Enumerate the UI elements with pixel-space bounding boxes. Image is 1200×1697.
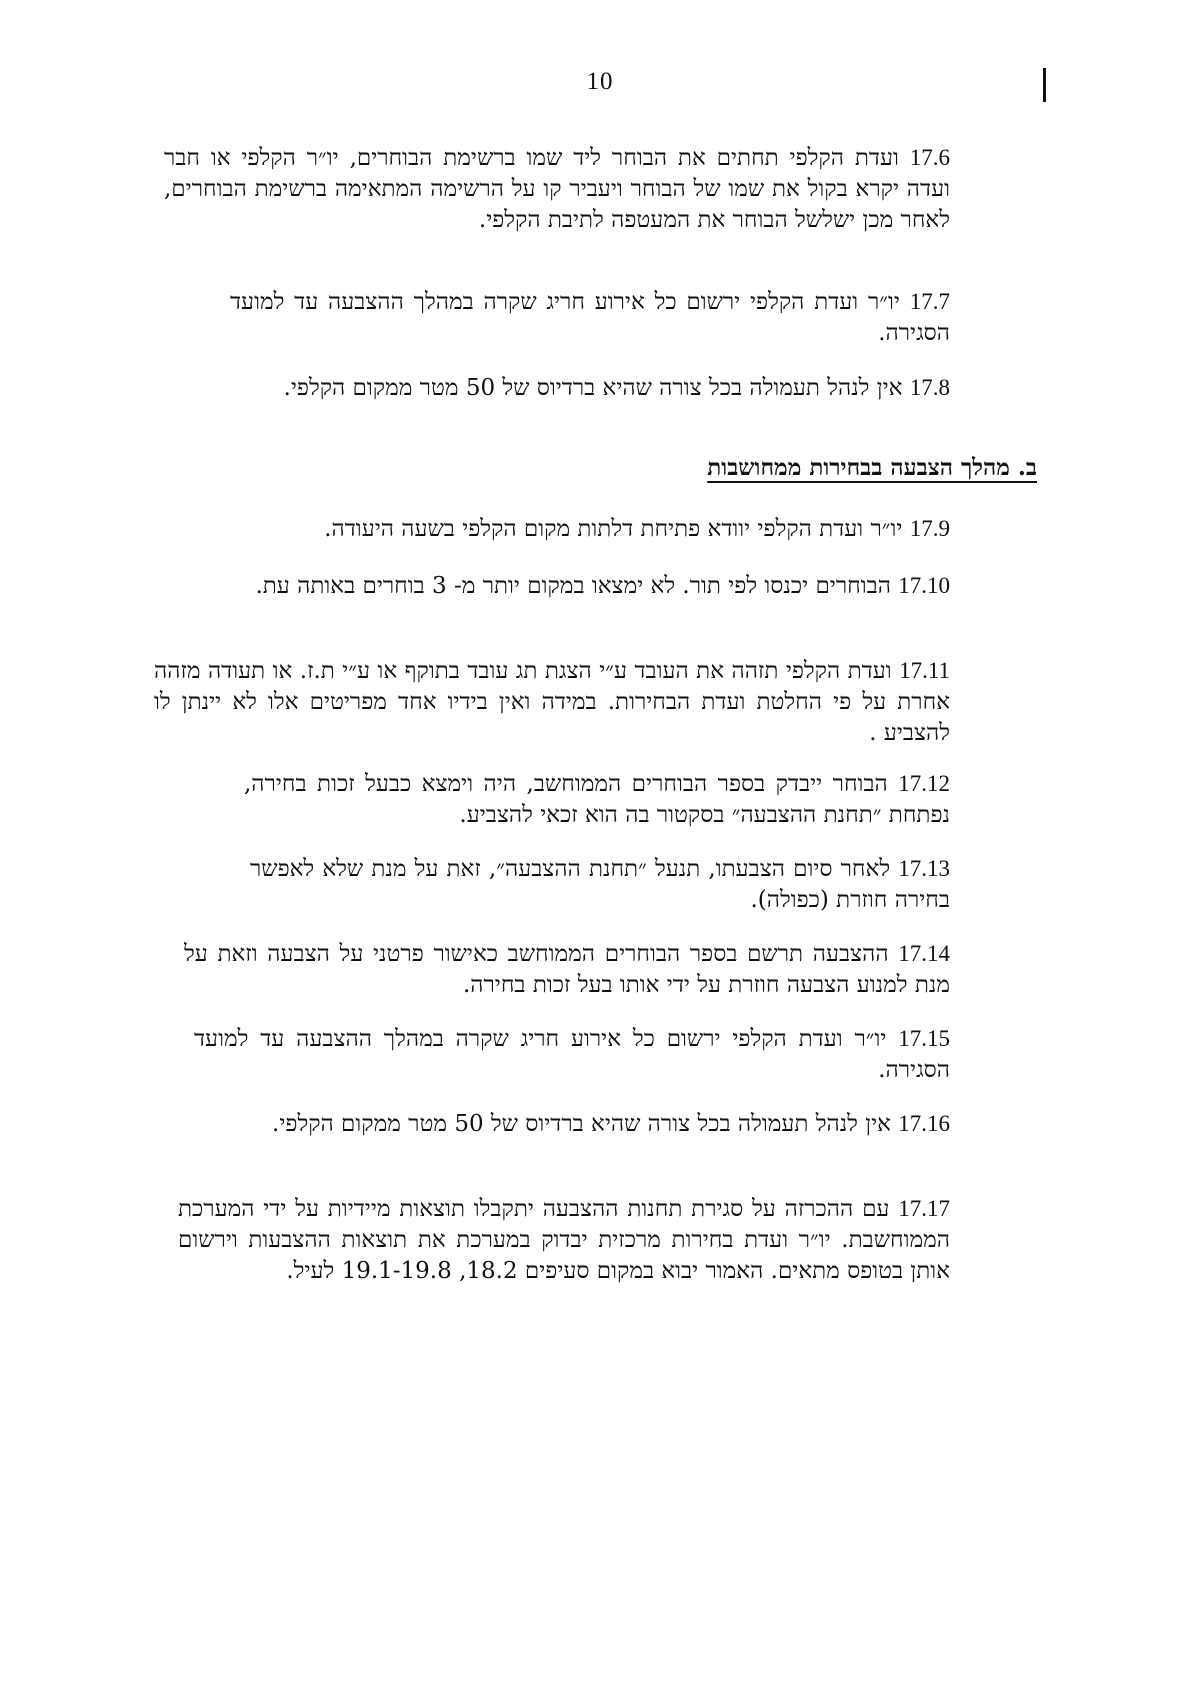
clause-number: 17.10 — [898, 573, 950, 598]
page-number: 10 — [586, 68, 614, 95]
clause-17-16 — [250, 1108, 950, 1140]
clause-17-9 — [190, 513, 950, 545]
clause-text: הבוחר ייבדק בספר הבוחרים הממוחשב, היה וימצא כבעל זכות בחירה, נפתחת ״תחנת ההצבעה״ בסקטור בה הוא זכאי להצביע. — [244, 771, 950, 828]
section-heading: ב. מהלך הצבעה בבחירות ממחושבות — [707, 454, 1037, 481]
clause-17-10 — [154, 570, 950, 602]
clause-number: 17.17 — [898, 1196, 950, 1221]
clause-number: 17.6 — [909, 145, 950, 170]
clause-text: יו״ר ועדת הקלפי ירשום כל אירוע חריג שקרה במהלך ההצבעה עד למועד הסגירה. — [230, 289, 950, 346]
clause-text: אין לנהל תעמולה בכל צורה שהיא ברדיוס של 50 מטר ממקום הקלפי. — [272, 1111, 891, 1137]
clause-number: 17.13 — [898, 856, 951, 881]
margin-revision-bar — [1043, 68, 1046, 102]
clause-17-14 — [184, 938, 950, 1001]
clause-text: ועדת הקלפי תחתים את הבוחר ליד שמו ברשימת הבוחרים, יו״ר הקלפי או חבר ועדה יקרא בקול את שמו של הבוחר ויעביר קו על הרשימה המתאימה ברשימת הבוחרים, לאחר מכן ישלשל הבוחר את המעטפה לתיבת הקלפי. — [164, 145, 950, 233]
clause-text: יו״ר ועדת הקלפי יוודא פתיחת דלתות מקום הקלפי בשעה היעודה. — [324, 516, 903, 542]
clause-text: אין לנהל תעמולה בכל צורה שהיא ברדיוס של 50 מטר ממקום הקלפי. — [283, 375, 903, 401]
clause-17-13 — [250, 853, 950, 916]
clause-17-7 — [230, 286, 950, 349]
clause-17-11 — [154, 655, 950, 749]
clause-number: 17.11 — [899, 658, 950, 683]
clause-text: ההצבעה תרשם בספר הבוחרים הממוחשב כאישור פרטני על הצבעה וזאת על מנת למנוע הצבעה חוזרת על ידי אותו בעל זכות בחירה. — [184, 941, 950, 998]
clause-text: יו״ר ועדת הקלפי ירשום כל אירוע חריג שקרה במהלך ההצבעה עד למועד הסגירה. — [194, 1026, 950, 1083]
clause-text: הבוחרים יכנסו לפי תור. לא ימצאו במקום יותר מ- 3 בוחרים באותה עת. — [255, 573, 891, 599]
clause-17-17 — [178, 1193, 950, 1287]
clause-17-12 — [244, 768, 950, 831]
clause-number: 17.8 — [909, 375, 950, 400]
clause-number: 17.15 — [898, 1026, 950, 1051]
clause-number: 17.16 — [898, 1111, 950, 1136]
clause-17-15 — [194, 1023, 950, 1086]
clause-text: לאחר סיום הצבעתו, תנעל ״תחנת ההצבעה״, זאת על מנת שלא לאפשר בחירה חוזרת (כפולה). — [250, 856, 950, 913]
clause-17-6 — [164, 142, 950, 236]
clause-17-8 — [250, 372, 950, 404]
clause-text: עם ההכרזה על סגירת תחנות ההצבעה יתקבלו תוצאות מיידיות על ידי המערכת הממוחשבת. יו״ר ועדת בחירות מרכזית יבדוק במערכת את תוצאות ההצבעות וירשום אותן בטופס מתאים. האמור יבוא במקום סעיפים 18.2, 19.1-19.8 לעיל. — [178, 1196, 950, 1284]
clause-number: 17.9 — [909, 516, 950, 541]
clause-number: 17.14 — [898, 941, 951, 966]
clause-text: ועדת הקלפי תזהה את העובד ע״י הצגת תג עובד בתוקף או ע״י ת.ז. או תעודה מזהה אחרת על פי החלטת ועדת הבחירות. במידה ואין בידיו אחד מפריטים אלו לא יינתן לו להצביע . — [154, 658, 950, 746]
clause-number: 17.7 — [909, 289, 950, 314]
clause-number: 17.12 — [898, 771, 950, 796]
